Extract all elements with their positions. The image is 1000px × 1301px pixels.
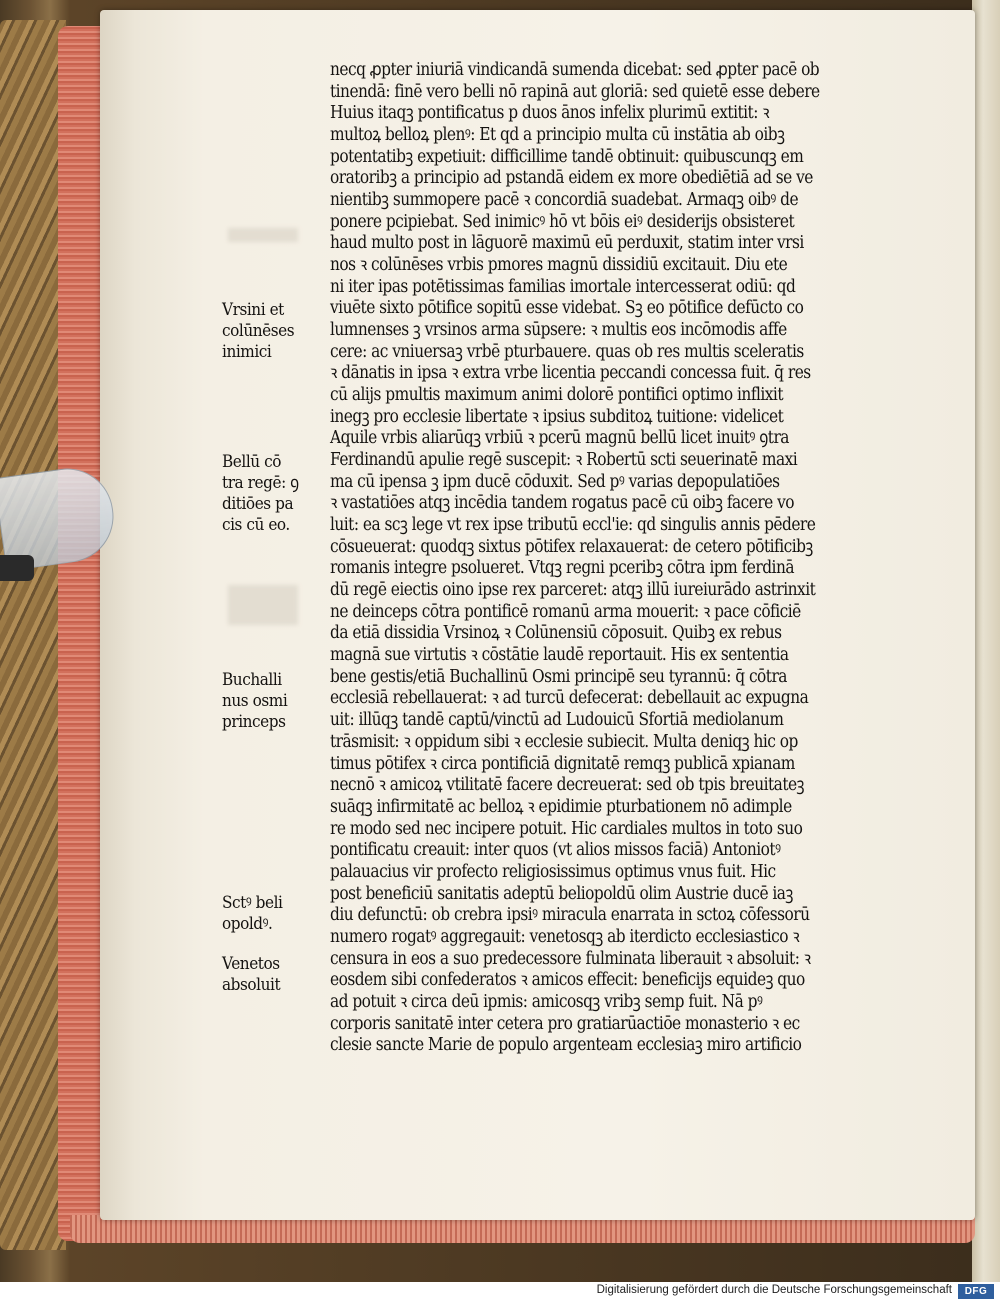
marginal-note-line: ditiōes pa [222,494,294,514]
text-line: ad potuit ꝛ circa deū ipmis: amicosqꝫ vribꝫ semp fuit. Nā pꝰ [330,991,763,1012]
text-line: censura in eos a suo predecessore fulminata liberauit ꝛ absoluit: ꝛ [330,948,811,969]
marginal-note-line: colūnēses [222,321,295,341]
text-line: lumnenses ꝫ vrsinos arma sūpsere: ꝛ multis eos incōmodis affe [330,320,787,341]
page-holder-base [0,555,34,581]
text-line: oratoribꝫ a principio ad pstandā eidem ex more obediētiā ad se ve [330,168,813,189]
text-line: inegꝫ pro ecclesie libertate ꝛ ipsius subditoꝝ tuitione: videlicet [330,406,784,427]
text-line: pontificatu creauit: inter quos (vt alios missos faciā) Antoniotꝰ [330,840,781,861]
text-line: suāqꝫ infirmitatē ac belloꝝ ꝛ epidimie pturbationem nō adimple [330,796,792,817]
text-line: timus pōtifex ꝛ circa pontificiā dignitatē remqꝫ publicā xpianam [330,753,795,774]
text-line: clesie sancte Marie de populo argenteam ecclesiaꝫ miro artificio [330,1035,802,1056]
marginal-note-line: absoluit [222,975,281,995]
marginal-note-buchallinus [222,670,295,733]
marginal-note-line: cis cū eo. [222,515,290,535]
text-line: ponere pcipiebat. Sed inimicꝰ hō vt bōis eiꝰ desiderijs obsisteret [330,211,795,232]
dfg-logo: DFG [958,1284,994,1299]
text-line: trāsmisit: ꝛ oppidum sibi ꝛ ecclesie subiecit. Multa deniqꝫ hic op [330,731,798,752]
text-line: potentatibꝫ expetiuit: difficillime tandē obtinuit: quibuscunqꝫ em [330,146,804,167]
show-through-smudge [228,585,298,625]
text-line: magnā sue virtutis ꝛ cōstātie laudē reportauit. His ex sententia [330,645,789,666]
text-line: uit: illūqꝫ tandē captū/vinctū ad Ludouicū Sfortiā mediolanum [330,710,784,731]
footer-credit: Digitalisierung gefördert durch die Deutsche Forschungsgemeinschaft [596,1284,952,1296]
text-line: romanis integre psolueret. Vtqꝫ regni pceribꝫ cōtra ipm ferdinā [330,558,794,579]
text-line: ecclesiā rebellauerat: ꝛ ad turcū defecerat: debellauit ac expugna [330,688,809,709]
text-line: numero rogatꝰ aggregauit: venetosqꝫ ab iterdicto ecclesiastico ꝛ [330,926,800,947]
marginal-note-line: princeps [222,712,286,732]
marginal-note-line: Sctꝰ beli [222,893,283,913]
text-line: luit: ea scꝫ lege vt rex ipse tributū eccl'ie: qd singulis annis pēdere [330,515,816,536]
main-text-block [330,60,920,1057]
marginal-note-leopold [222,893,289,935]
text-line: ne deinceps cōtra pontificē romanū arma mouerit: ꝛ pace cōficiē [330,601,801,622]
text-line: diu defunctū: ob crebra ipsiꝰ miracula enarrata in sctoꝝ cōfessorū [330,905,810,926]
text-line: cū alijs pmultis maximum animi dolorē pontifici optimo inflixit [330,385,784,406]
marginal-note-line: Buchalli [222,670,282,690]
marginal-note-ursini [222,300,302,363]
marginal-note-line: Bellū cō [222,452,281,472]
text-line: nientibꝫ summopere pacē ꝛ concordiā suadebat. Armaqꝫ oibꝰ de [330,190,799,211]
text-line: Ferdinandū apulie regē suscepit: ꝛ Robertū scti seuerinatē maxi [330,450,798,471]
text-line: re modo sed nec incipere potuit. Hic cardiales multos in toto suo [330,818,803,839]
text-line: ni iter ipas potētissimas familias imortale intercesserat odiū: qd [330,276,796,297]
text-line: viuēte sixto pōtifice sopitū esse videbat. Sꝫ eo pōtifice defūcto co [330,298,804,319]
marginal-note-line: Venetos [222,954,280,974]
text-line: cōsueuerat: quodqꝫ sixtus pōtifex relaxauerat: de cetero pōtificibꝫ [330,536,813,557]
show-through-smudge [228,228,298,242]
marginal-note-line: Vrsini et [222,300,284,320]
text-line: dū regē eiectis oino ipse rex parceret: atqꝫ illū iureiurādo astrinxit [330,580,816,601]
book-cover-left [0,20,66,1250]
text-line: ꝛ vastatiōes atqꝫ incēdia tandem rogatus pacē cū oibꝫ facere vo [330,493,795,514]
text-line: post beneficiū sanitatis adeptū beliopoldū olim Austrie ducē iaꝫ [330,883,793,904]
text-line: necq ꝓpter iniuriā vindicandā sumenda dicebat: sed ꝓpter pacē ob [330,60,820,80]
book-cover-right [972,0,1000,1301]
marginal-note-line: nus osmi [222,691,288,711]
text-line: eosdem sibi confederatos ꝛ amicos effecit: beneficijs equideꝫ quo [330,970,805,991]
text-line: cere: ac vniuersaꝫ vrbē pturbauere. quas ob res multis sceleratis [330,341,804,362]
marginal-note-line: inimici [222,342,272,362]
text-line: Aquile vrbis aliarūqꝫ vrbiū ꝛ pcerū magnū bellū licet inuitꝰ ꝯtra [330,428,789,449]
text-line: da etiā dissidia Vrsinoꝝ ꝛ Colūnensiū cōposuit. Quibꝫ ex rebus [330,623,782,644]
text-line: ma cū ipensa ꝫ ipm ducē cōduxit. Sed pꝰ varias depopulatiōes [330,471,780,492]
text-line: bene gestis/etiā Buchallinū Osmi principē seu tyrannū: q̄ cōtra [330,666,787,687]
text-line: multoꝝ belloꝝ plenꝰ: Et qd a principio multa cū instātia ab oibꝫ [330,125,785,146]
marginal-note-line: tra regē: ꝯ [222,473,299,493]
text-line: palauacius vir profecto religiosissimus optimus vnus fuit. Hic [330,861,776,882]
text-line: nos ꝛ colūnēses vrbis pmores magnū dissidiū excitauit. Diu ete [330,255,788,276]
text-line: haud multo post in lāguorē maximū eū perduxit, statim inter vrsi [330,233,804,254]
marginal-note-line: opoldꝰ. [222,914,273,934]
text-line: corporis sanitatē inter cetera pro gratiarūactiōe monasterio ꝛ ec [330,1013,800,1034]
marginal-note-venetos [222,954,287,996]
text-line: ꝛ dānatis in ipsa ꝛ extra vrbe licentia peccandi concessa fuit. q̄ res [330,363,811,384]
text-line: tinendā: finē vero belli nō rapinā aut gloriā: sed quietē esse debere [330,81,820,102]
text-line: Huius itaqꝫ pontificatus p duos ānos infelix plurimū extitit: ꝛ [330,103,770,124]
marginal-note-bellum [222,452,307,536]
text-line: necnō ꝛ amicoꝝ vtilitatē facere decreuerat: sed ob tpis breuitateꝫ [330,775,804,796]
